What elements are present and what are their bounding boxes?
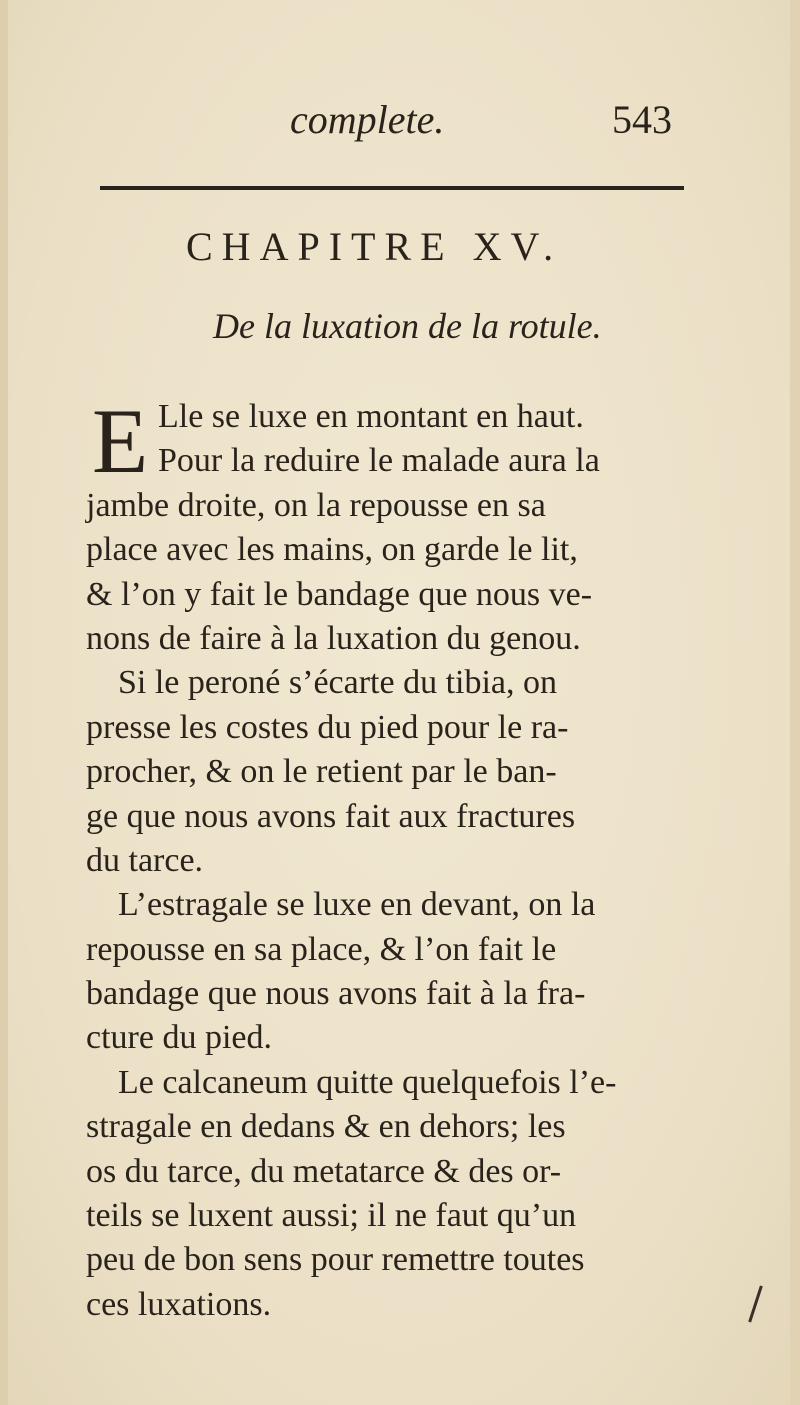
text-line: cture du pied. bbox=[86, 1019, 272, 1057]
chapter-subtitle: De la luxation de la rotule. bbox=[213, 306, 602, 346]
text-line: & l’on y fait le bandage que nous ve- bbox=[86, 575, 593, 613]
text-line: jambe droite, on la repousse en sa bbox=[86, 486, 546, 524]
header-rule bbox=[100, 186, 684, 190]
text-line: Lle se luxe en montant en haut. bbox=[158, 398, 584, 435]
text-line: os du tarce, du metatarce & des or- bbox=[86, 1152, 562, 1190]
body-text bbox=[86, 390, 686, 1327]
text-line: ces luxations. bbox=[86, 1285, 272, 1323]
text-line: nons de faire à la luxation du genou. bbox=[86, 619, 581, 657]
text-line: procher, & on le retient par le ban- bbox=[86, 753, 557, 791]
page-edge-left bbox=[0, 0, 8, 1405]
text-line: du tarce. bbox=[86, 841, 204, 879]
running-head: complete. bbox=[290, 97, 445, 142]
text-line: bandage que nous avons fait à la fra- bbox=[86, 975, 586, 1013]
text-line: ge que nous avons fait aux fractures bbox=[86, 797, 576, 835]
text-line: repousse en sa place, & l’on fait le bbox=[86, 930, 557, 968]
text-line: teils se luxent aussi; il ne faut qu’un bbox=[86, 1197, 577, 1235]
text-line: Le calcaneum quitte quelquefois l’e- bbox=[118, 1063, 617, 1101]
text-line: stragale en dedans & en dehors; les bbox=[86, 1108, 566, 1146]
page-edge-right bbox=[790, 0, 800, 1405]
chapter-title: CHAPITRE XV. bbox=[186, 224, 563, 269]
text-line: place avec les mains, on garde le lit, bbox=[86, 531, 578, 569]
page-number: 543 bbox=[612, 97, 672, 142]
pencil-mark bbox=[748, 1285, 763, 1322]
text-line: peu de bon sens pour remettre toutes bbox=[86, 1241, 585, 1279]
text-line: Si le peroné s’écarte du tibia, on bbox=[118, 664, 558, 702]
drop-cap: E bbox=[92, 390, 149, 492]
text-line: Pour la reduire le malade aura la bbox=[158, 442, 600, 480]
text-line: presse les costes du pied pour le ra- bbox=[86, 708, 569, 746]
text-line: L’estragale se luxe en devant, on la bbox=[118, 886, 596, 924]
